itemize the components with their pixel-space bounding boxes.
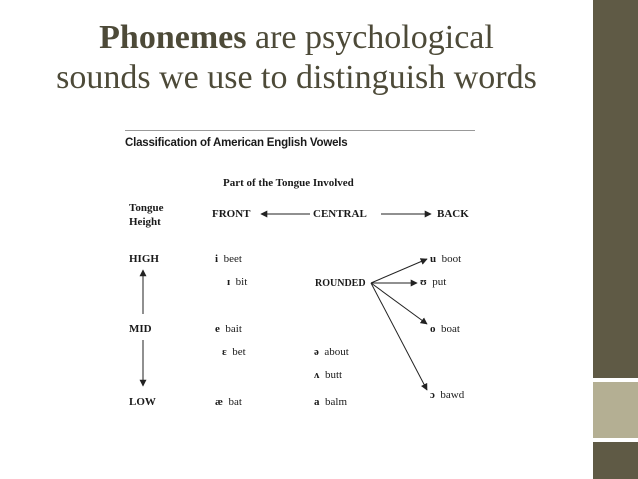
decorative-bar-top [593, 0, 638, 378]
decorative-bar-middle [593, 382, 638, 438]
vowel-front-ɪ: ɪ bit [227, 276, 248, 288]
decorative-bar-bottom [593, 442, 638, 479]
vowel-classification-figure [125, 128, 475, 420]
vowel-central-ə: ə about [314, 346, 349, 358]
arrow-rounded-to-u [371, 259, 427, 283]
vowel-front-æ: æ bat [215, 396, 242, 408]
vowel-front-e: e bait [215, 323, 242, 335]
central-label: CENTRAL [313, 208, 367, 220]
title-line2: sounds we use to distinguish words [56, 59, 537, 96]
vowel-front-i: i beet [215, 253, 242, 265]
figure-title: Classification of American English Vowels [125, 137, 348, 149]
vowel-back-o: o boat [430, 323, 460, 335]
vowel-back-u: u boot [430, 253, 462, 265]
figure-subtitle: Part of the Tongue Involved [223, 177, 354, 189]
vowel-back-ʊ: ʊ put [420, 276, 447, 288]
mid-label: MID [129, 323, 152, 335]
tongue-height-label-line1: Tongue [129, 202, 164, 214]
vowel-central-a: a balm [314, 396, 347, 408]
vowel-back-ɔ: ɔ bawd [430, 389, 465, 401]
figure-arrows [125, 128, 475, 420]
vowel-central-ʌ: ʌ butt [314, 369, 343, 381]
rounded-label: ROUNDED [315, 278, 366, 289]
back-label: BACK [437, 208, 469, 220]
low-label: LOW [129, 396, 156, 408]
high-label: HIGH [129, 253, 159, 265]
slide-title [0, 18, 593, 98]
tongue-height-label-line2: Height [129, 216, 161, 228]
title-line1-rest: are psychological [246, 19, 494, 56]
arrow-rounded-to-ɔ [371, 283, 427, 390]
arrow-rounded-to-o [371, 283, 427, 324]
front-label: FRONT [212, 208, 251, 220]
title-keyword: Phonemes [99, 19, 247, 56]
vowel-front-ɛ: ɛ bet [222, 346, 246, 358]
